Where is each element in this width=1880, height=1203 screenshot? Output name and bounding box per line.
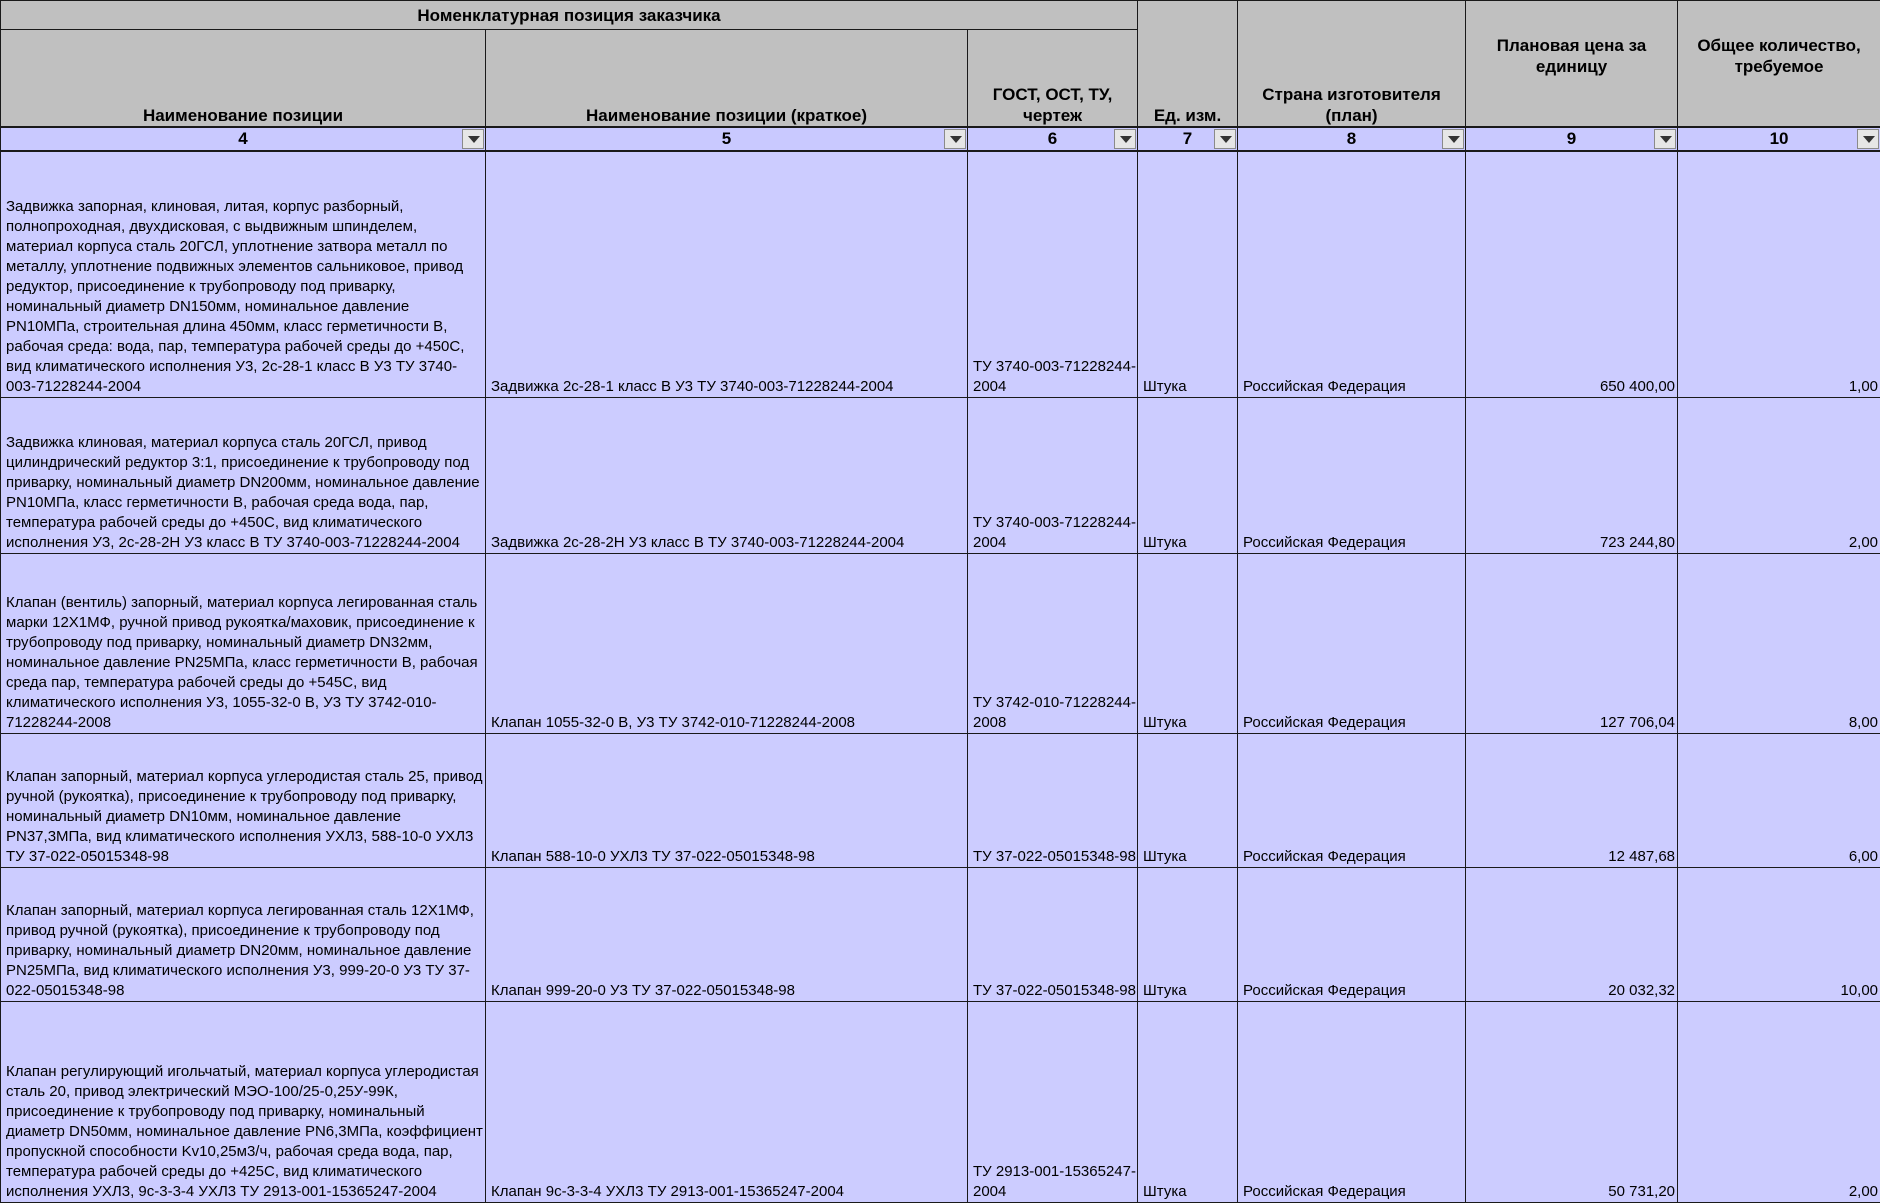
cell-gost[interactable]: ТУ 2913-001-15365247-2004 [968, 1002, 1138, 1203]
filter-dropdown-button[interactable] [462, 129, 484, 149]
cell-country[interactable]: Российская Федерация [1238, 554, 1466, 734]
dropdown-arrow-icon [1660, 136, 1672, 143]
cell-name[interactable]: Клапан регулирующий игольчатый, материал корпуса углеродистая сталь 20, привод электрический МЭО-100/25-0,25У-99К, присоединение к трубопроводу под приварку, номинальный диаметр DN50мм, номинальное давление PN6,3МПа, коэффициент пропускной способности Kv10,25м3/ч, рабочая среда вода, пар, температура рабочей среды до +425С, вид климатического исполнения УХЛ3, 9с-3-3-4 УХЛ3 ТУ 2913-001-15365247-2004 [1, 1002, 486, 1203]
column-number: 9 [1567, 129, 1576, 148]
table-row [1, 151, 1880, 398]
filter-dropdown-button[interactable] [1214, 129, 1236, 149]
dropdown-arrow-icon [1220, 136, 1232, 143]
column-number: 4 [238, 129, 247, 148]
cell-quantity[interactable]: 8,00 [1678, 554, 1880, 734]
column-number: 10 [1770, 129, 1789, 148]
cell-quantity[interactable]: 2,00 [1678, 398, 1880, 554]
cell-short-name[interactable]: Клапан 9с-3-3-4 УХЛ3 ТУ 2913-001-15365247-2004 [486, 1002, 968, 1203]
cell-gost[interactable]: ТУ 3740-003-71228244-2004 [968, 398, 1138, 554]
column-number-cell [1238, 127, 1466, 151]
cell-price[interactable]: 650 400,00 [1466, 151, 1678, 398]
cell-short-name[interactable]: Клапан 999-20-0 У3 ТУ 37-022-05015348-98 [486, 868, 968, 1002]
cell-country[interactable]: Российская Федерация [1238, 734, 1466, 868]
column-header-name: Наименование позиции [1, 30, 486, 127]
column-number: 5 [722, 129, 731, 148]
table-row [1, 1002, 1880, 1203]
column-number: 7 [1183, 129, 1192, 148]
cell-gost[interactable]: ТУ 37-022-05015348-98 [968, 734, 1138, 868]
column-header-country: Страна изготовителя (план) [1238, 1, 1466, 127]
cell-unit[interactable]: Штука [1138, 398, 1238, 554]
cell-unit[interactable]: Штука [1138, 734, 1238, 868]
filter-dropdown-button[interactable] [1857, 129, 1879, 149]
column-header-price: Плановая цена за единицу [1466, 1, 1678, 127]
cell-quantity[interactable]: 10,00 [1678, 868, 1880, 1002]
cell-gost[interactable]: ТУ 3740-003-71228244-2004 [968, 151, 1138, 398]
cell-unit[interactable]: Штука [1138, 868, 1238, 1002]
cell-price[interactable]: 127 706,04 [1466, 554, 1678, 734]
column-number-cell [1138, 127, 1238, 151]
cell-price[interactable]: 50 731,20 [1466, 1002, 1678, 1203]
cell-price[interactable]: 20 032,32 [1466, 868, 1678, 1002]
column-number-cell [968, 127, 1138, 151]
cell-name[interactable]: Клапан (вентиль) запорный, материал корпуса легированная сталь марки 12Х1МФ, ручной привод рукоятка/маховик, присоединение к трубопроводу под приварку, номинальный диаметр DN32мм, номинальное давление PN25МПа, класс герметичности В, рабочая среда пар, температура рабочей среды до +545С, вид климатического исполнения У3, 1055-32-0 В, У3 ТУ 3742-010-71228244-2008 [1, 554, 486, 734]
cell-quantity[interactable]: 6,00 [1678, 734, 1880, 868]
dropdown-arrow-icon [468, 136, 480, 143]
cell-short-name[interactable]: Клапан 1055-32-0 В, У3 ТУ 3742-010-71228244-2008 [486, 554, 968, 734]
dropdown-arrow-icon [950, 136, 962, 143]
column-header-quantity: Общее количество, требуемое [1678, 1, 1880, 127]
column-number-cell [1466, 127, 1678, 151]
filter-dropdown-button[interactable] [944, 129, 966, 149]
cell-country[interactable]: Российская Федерация [1238, 151, 1466, 398]
cell-name[interactable]: Задвижка запорная, клиновая, литая, корпус разборный, полнопроходная, двухдисковая, с выдвижным шпинделем, материал корпуса сталь 20ГСЛ, уплотнение затвора металл по металлу, уплотнение подвижных элементов сальниковое, привод редуктор, присоединение к трубопроводу под приварку, номинальный диаметр DN150мм, номинальное давление PN10МПа, строительная длина 450мм, класс герметичности В, рабочая среда: вода, пар, температура рабочей среды до +450С, вид климатического исполнения У3, 2с-28-1 класс В У3 ТУ 3740-003-71228244-2004 [1, 151, 486, 398]
cell-country[interactable]: Российская Федерация [1238, 868, 1466, 1002]
cell-unit[interactable]: Штука [1138, 151, 1238, 398]
group-header-customer-position: Номенклатурная позиция заказчика [1, 1, 1138, 30]
dropdown-arrow-icon [1863, 136, 1875, 143]
filter-dropdown-button[interactable] [1442, 129, 1464, 149]
cell-short-name[interactable]: Задвижка 2с-28-2Н У3 класс В ТУ 3740-003-71228244-2004 [486, 398, 968, 554]
column-number-cell [1678, 127, 1880, 151]
cell-name[interactable]: Задвижка клиновая, материал корпуса сталь 20ГСЛ, привод цилиндрический редуктор 3:1, присоединение к трубопроводу под приварку, номинальный диаметр DN200мм, номинальное давление PN10МПа, класс герметичности В, рабочая среда вода, пар, температура рабочей среды до +450С, вид климатического исполнения У3, 2с-28-2Н У3 класс В ТУ 3740-003-71228244-2004 [1, 398, 486, 554]
cell-gost[interactable]: ТУ 3742-010-71228244-2008 [968, 554, 1138, 734]
filter-dropdown-button[interactable] [1114, 129, 1136, 149]
cell-name[interactable]: Клапан запорный, материал корпуса углеродистая сталь 25, привод ручной (рукоятка), присоединение к трубопроводу под приварку, номинальный диаметр DN10мм, номинальное давление PN37,3МПа, вид климатического исполнения УХЛ3, 588-10-0 УХЛ3 ТУ 37-022-05015348-98 [1, 734, 486, 868]
table-row [1, 734, 1880, 868]
cell-quantity[interactable]: 1,00 [1678, 151, 1880, 398]
column-number: 6 [1048, 129, 1057, 148]
cell-price[interactable]: 723 244,80 [1466, 398, 1678, 554]
column-number-cell [1, 127, 486, 151]
cell-unit[interactable]: Штука [1138, 554, 1238, 734]
cell-short-name[interactable]: Клапан 588-10-0 УХЛ3 ТУ 37-022-05015348-98 [486, 734, 968, 868]
cell-quantity[interactable]: 2,00 [1678, 1002, 1880, 1203]
column-header-short-name: Наименование позиции (краткое) [486, 30, 968, 127]
dropdown-arrow-icon [1448, 136, 1460, 143]
cell-country[interactable]: Российская Федерация [1238, 1002, 1466, 1203]
cell-price[interactable]: 12 487,68 [1466, 734, 1678, 868]
cell-short-name[interactable]: Задвижка 2с-28-1 класс В У3 ТУ 3740-003-71228244-2004 [486, 151, 968, 398]
column-number: 8 [1347, 129, 1356, 148]
table-row [1, 398, 1880, 554]
cell-country[interactable]: Российская Федерация [1238, 398, 1466, 554]
table-row [1, 554, 1880, 734]
dropdown-arrow-icon [1120, 136, 1132, 143]
cell-unit[interactable]: Штука [1138, 1002, 1238, 1203]
cell-name[interactable]: Клапан запорный, материал корпуса легированная сталь 12Х1МФ, привод ручной (рукоятка), присоединение к трубопроводу под приварку, номинальный диаметр DN20мм, номинальное давление PN25МПа, вид климатического исполнения У3, 999-20-0 У3 ТУ 37-022-05015348-98 [1, 868, 486, 1002]
table-row [1, 868, 1880, 1002]
column-header-unit: Ед. изм. [1138, 1, 1238, 127]
cell-gost[interactable]: ТУ 37-022-05015348-98 [968, 868, 1138, 1002]
filter-dropdown-button[interactable] [1654, 129, 1676, 149]
column-number-cell [486, 127, 968, 151]
column-header-gost: ГОСТ, ОСТ, ТУ, чертеж [968, 30, 1138, 127]
